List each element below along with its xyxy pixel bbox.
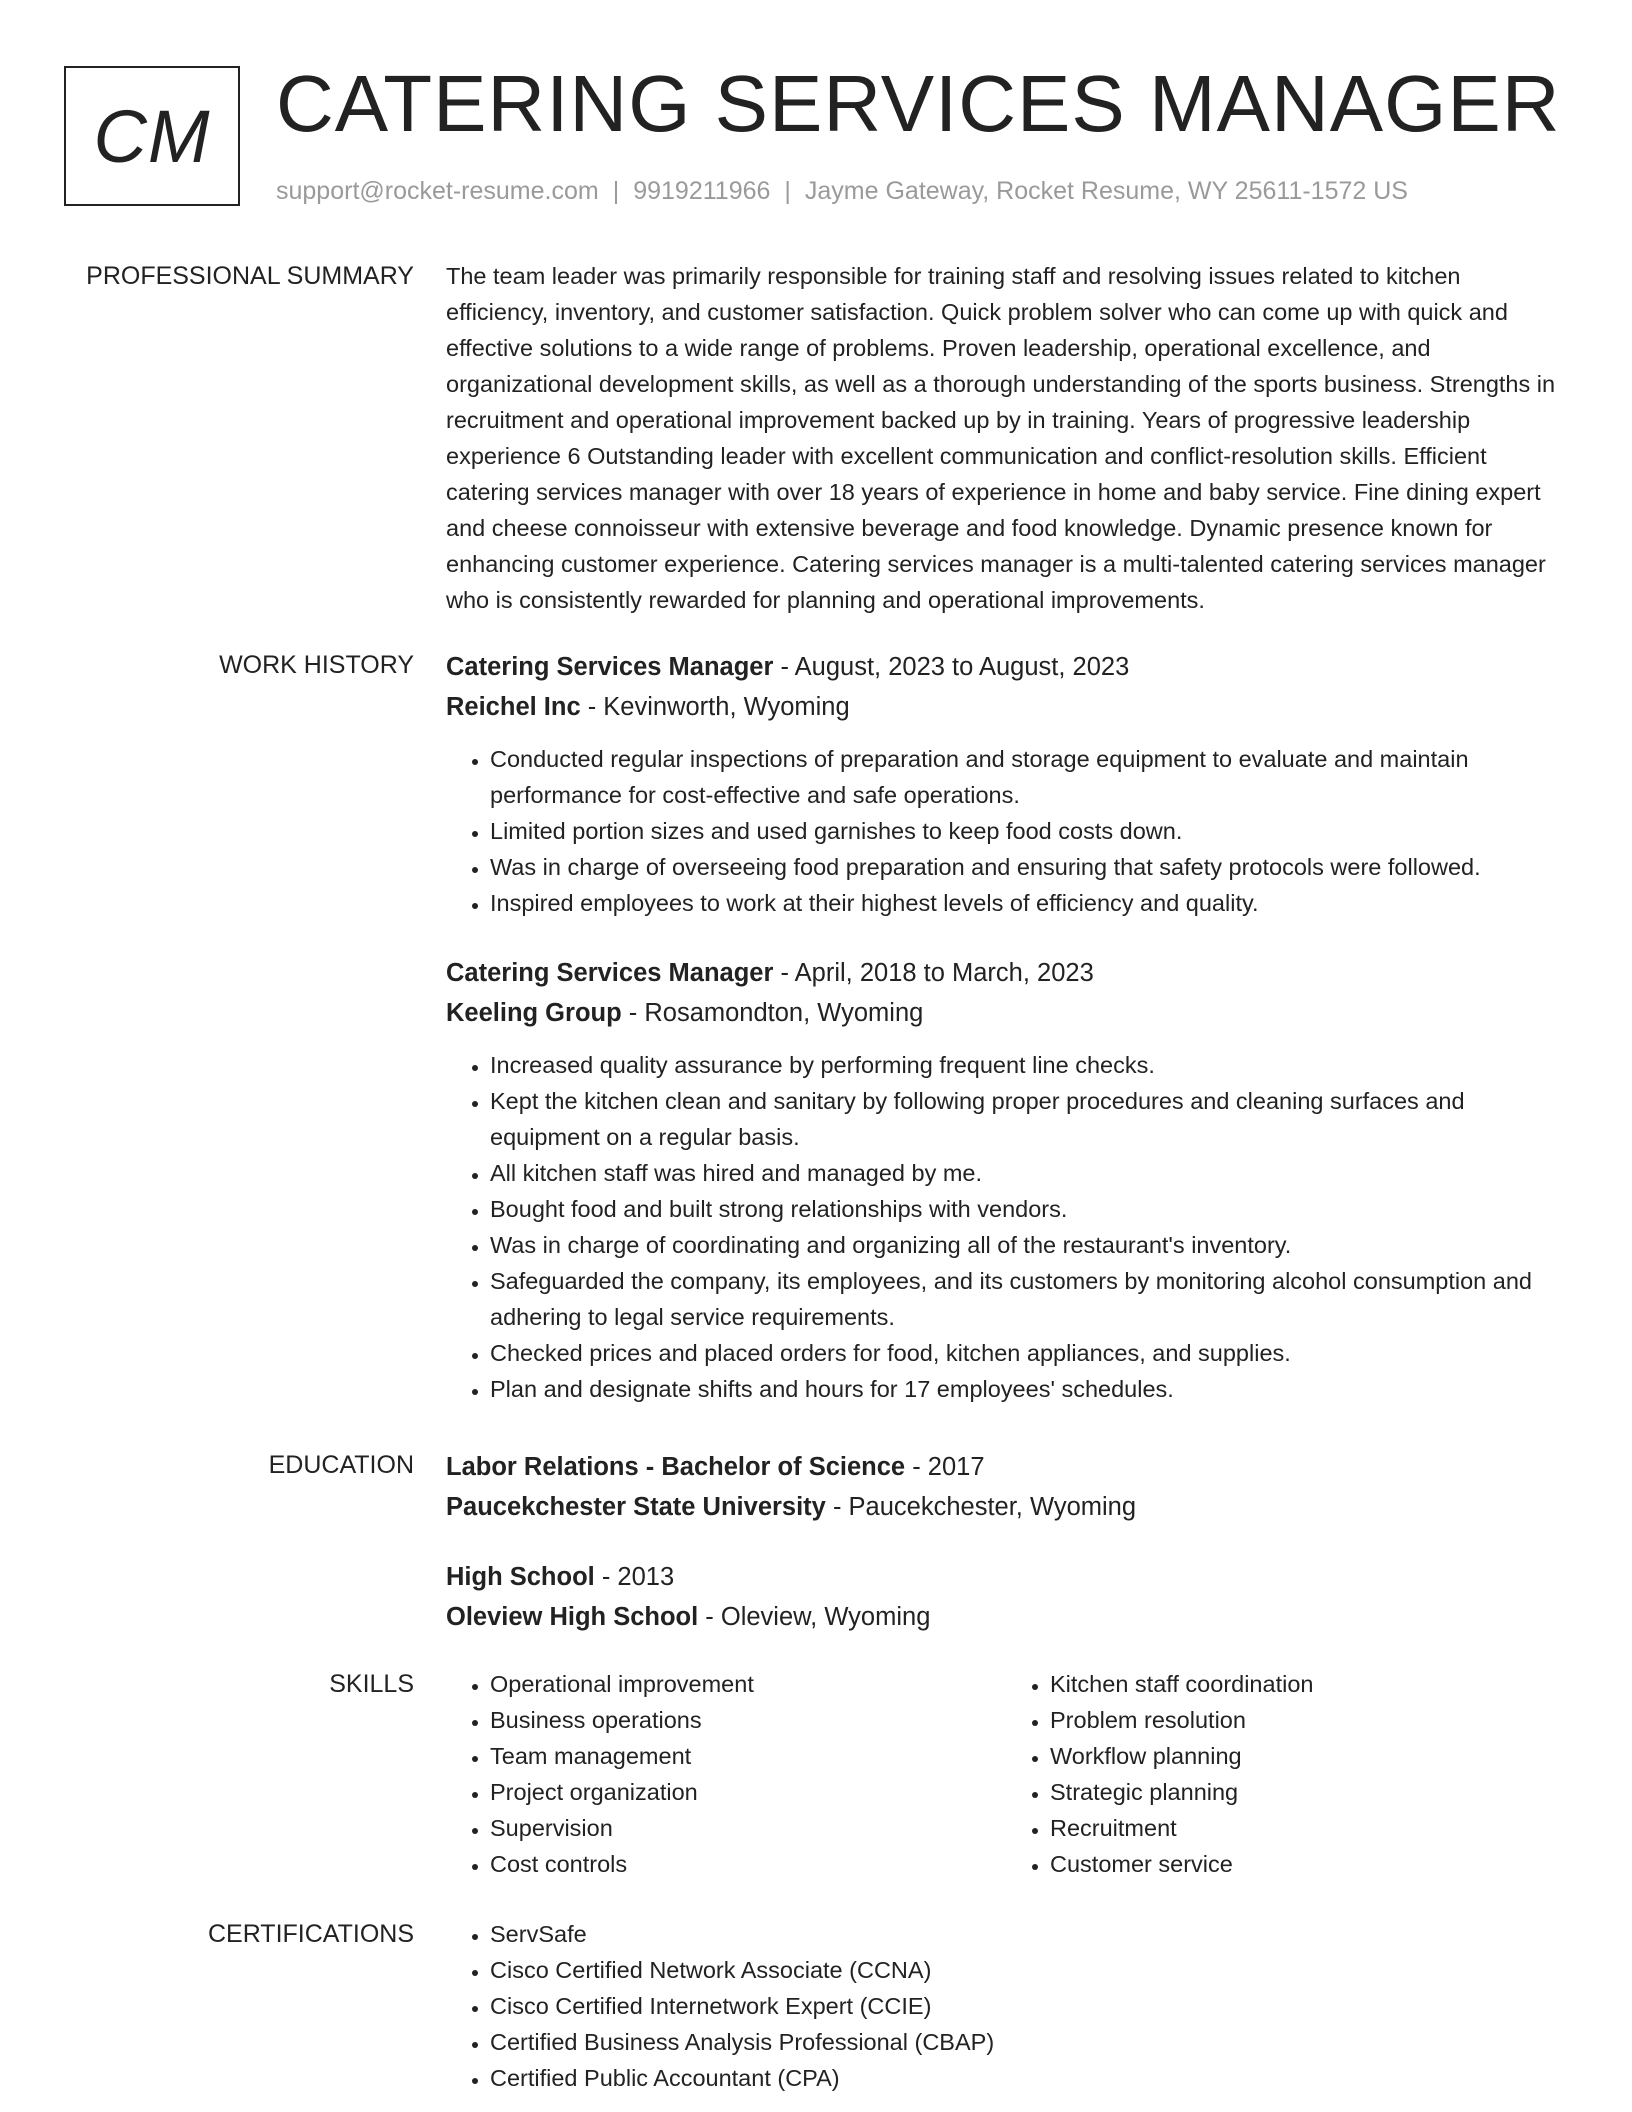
job-bullet: • Increased quality assurance by performing frequent line checks. (490, 1047, 1566, 1083)
job-company-line (446, 687, 1566, 727)
contact-address: Jayme Gateway, Rocket Resume, WY 25611-1572 US (804, 177, 1408, 205)
job-bullet: • Was in charge of coordinating and organizing all of the restaurant's inventory. (490, 1227, 1566, 1263)
certification-item: • Certified Public Accountant (CPA) (490, 2060, 1566, 2096)
monogram-logo: CM (64, 66, 240, 206)
skill-item: • Strategic planning (1050, 1774, 1566, 1810)
contact-phone: 9919211966 (633, 177, 771, 205)
job-entry (446, 953, 1566, 1407)
job-bullet: • Was in charge of overseeing food preparation and ensuring that safety protocols were followed. (490, 849, 1566, 885)
education-entry (446, 1447, 1566, 1527)
job-bullet: • Kept the kitchen clean and sanitary by following proper procedures and cleaning surfaces and equipment on a regular basis. (490, 1083, 1566, 1155)
education-location: - Paucekchester, Wyoming (825, 1493, 1137, 1521)
skills-column-2 (1006, 1666, 1566, 1882)
contact-email: support@rocket-resume.com (276, 177, 599, 205)
certification-item: • Cisco Certified Internetwork Expert (CCIE) (490, 1988, 1566, 2024)
skill-item: • Cost controls (490, 1846, 1006, 1882)
section-title-education: EDUCATION (268, 1451, 414, 1479)
summary-text: The team leader was primarily responsible for training staff and resolving issues related to kitchen efficiency, inventory, and customer satisfaction. Quick problem solver who can come up with quick and effective solutions to a wide range of problems. Proven leadership, operational excellence, and organizational development skills, as well as a thorough understanding of the sports business. Strengths in recruitment and operational improvement backed up by in training. Years of progressive leadership experience 6 Outstanding leader with excellent communication and conflict-resolution skills. Efficient catering services manager with over 18 years of experience in home and baby service. Fine dining expert and cheese connoisseur with extensive beverage and food knowledge. Dynamic presence known for enhancing customer experience. Catering services manager is a multi-talented catering services manager who is consistently rewarded for planning and operational improvements. (446, 263, 1556, 613)
education-year: - 2013 (594, 1563, 675, 1591)
job-role: Catering Services Manager (446, 959, 774, 987)
education-year: - 2017 (905, 1453, 985, 1481)
job-bullet: • Bought food and built strong relationships with vendors. (490, 1191, 1566, 1227)
education-school-line (446, 1597, 1566, 1637)
job-dates: - August, 2023 to August, 2023 (773, 653, 1130, 681)
job-title-line (446, 953, 1566, 993)
job-bullet: • All kitchen staff was hired and managed by me. (490, 1155, 1566, 1191)
education-degree: Labor Relations - Bachelor of Science (446, 1453, 906, 1481)
job-role: Catering Services Manager (446, 653, 774, 681)
skill-item: • Team management (490, 1738, 1006, 1774)
education-school-line (446, 1487, 1566, 1527)
section-title-certifications: CERTIFICATIONS (207, 1920, 414, 1948)
job-bullet: • Limited portion sizes and used garnishes to keep food costs down. (490, 813, 1566, 849)
education-entry (446, 1557, 1566, 1637)
skill-item: • Supervision (490, 1810, 1006, 1846)
certification-list (446, 1916, 1566, 2096)
skill-item: • Customer service (1050, 1846, 1566, 1882)
education-degree-line (446, 1557, 1566, 1597)
education-school: Oleview High School (446, 1603, 699, 1631)
job-bullet: • Plan and designate shifts and hours for 17 employees' schedules. (490, 1371, 1566, 1407)
job-location: - Rosamondton, Wyoming (621, 999, 924, 1027)
section-title-summary: PROFESSIONAL SUMMARY (86, 262, 414, 290)
education-school: Paucekchester State University (446, 1493, 826, 1521)
job-bullets (446, 1047, 1566, 1407)
job-bullet: • Inspired employees to work at their highest levels of efficiency and quality. (490, 885, 1566, 921)
contact-separator: | (784, 177, 791, 205)
certification-item: • Certified Business Analysis Professional (CBAP) (490, 2024, 1566, 2060)
skill-item: • Problem resolution (1050, 1702, 1566, 1738)
skill-item: • Recruitment (1050, 1810, 1566, 1846)
resume-title: CATERING SERVICES MANAGER (276, 59, 1561, 148)
skill-item: • Kitchen staff coordination (1050, 1666, 1566, 1702)
job-location: - Kevinworth, Wyoming (580, 693, 850, 721)
contact-separator: | (612, 177, 620, 205)
job-title-line (446, 647, 1566, 687)
job-bullet: • Conducted regular inspections of preparation and storage equipment to evaluate and maintain performance for cost-effective and safe operations. (490, 741, 1566, 813)
job-company: Reichel Inc (446, 693, 581, 721)
job-bullets (446, 741, 1566, 921)
education-degree: High School (446, 1563, 595, 1591)
job-company: Keeling Group (446, 999, 622, 1027)
skill-item: • Operational improvement (490, 1666, 1006, 1702)
education-degree-line (446, 1447, 1566, 1487)
job-bullet: • Checked prices and placed orders for food, kitchen appliances, and supplies. (490, 1335, 1566, 1371)
education-location: - Oleview, Wyoming (698, 1603, 931, 1631)
section-title-work: WORK HISTORY (219, 651, 414, 679)
skill-item: • Business operations (490, 1702, 1006, 1738)
skills-column-1 (446, 1666, 1006, 1882)
skill-item: • Workflow planning (1050, 1738, 1566, 1774)
job-company-line (446, 993, 1566, 1033)
section-title-skills: SKILLS (329, 1670, 414, 1698)
certification-item: • Cisco Certified Network Associate (CCNA) (490, 1952, 1566, 1988)
job-bullet: • Safeguarded the company, its employees, and its customers by monitoring alcohol consumption and adhering to legal service requirements. (490, 1263, 1566, 1335)
job-entry (446, 647, 1566, 921)
contact-line (276, 174, 1408, 208)
skills-grid (446, 1666, 1566, 1882)
skill-item: • Project organization (490, 1774, 1006, 1810)
certification-item: • ServSafe (490, 1916, 1566, 1952)
job-dates: - April, 2018 to March, 2023 (773, 959, 1094, 987)
